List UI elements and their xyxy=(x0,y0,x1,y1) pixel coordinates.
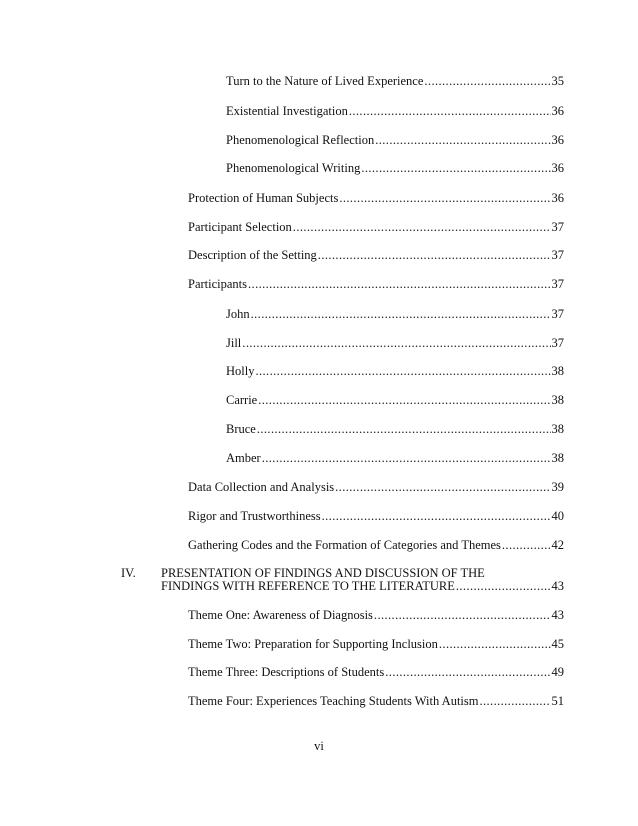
dot-leader xyxy=(242,336,550,351)
chapter-title-line2: FINDINGS WITH REFERENCE TO THE LITERATURE xyxy=(161,579,455,593)
dot-leader xyxy=(335,480,550,495)
toc-entry xyxy=(188,277,564,292)
chapter-title-line1: PRESENTATION OF FINDINGS AND DISCUSSION OF THE xyxy=(161,566,485,580)
toc-entry-page: 38 xyxy=(551,451,564,465)
toc-entry-page: 43 xyxy=(551,608,564,622)
toc-entry-title: John xyxy=(226,307,250,321)
toc-entry-page: 37 xyxy=(551,277,564,291)
dot-leader xyxy=(361,161,550,176)
toc-entry xyxy=(226,451,564,466)
toc-entry-page: 38 xyxy=(551,364,564,378)
toc-entry-title: Phenomenological Reflection xyxy=(226,133,375,147)
dot-leader xyxy=(424,74,550,89)
dot-leader xyxy=(318,248,551,263)
toc-entry xyxy=(226,393,564,408)
toc-entry-title: Carrie xyxy=(226,393,258,407)
toc-entry-title: Holly xyxy=(226,364,255,378)
dot-leader xyxy=(257,422,551,437)
toc-entry-page: 37 xyxy=(551,336,564,350)
toc-entry xyxy=(188,694,564,709)
dot-leader xyxy=(339,191,550,206)
toc-entry-page: 39 xyxy=(551,480,564,494)
toc-entry-page: 42 xyxy=(551,538,564,552)
toc-entry xyxy=(226,336,564,351)
toc-entry-title: Description of the Setting xyxy=(188,248,317,262)
toc-entry-page: 38 xyxy=(551,393,564,407)
dot-leader xyxy=(479,694,550,709)
toc-entry-title: Existential Investigation xyxy=(226,104,348,118)
dot-leader xyxy=(251,307,551,322)
dot-leader xyxy=(248,277,550,292)
toc-entry-page: 36 xyxy=(551,161,564,175)
toc-entry-title: Bruce xyxy=(226,422,256,436)
toc-entry xyxy=(188,665,564,680)
toc-entry-title: Theme Two: Preparation for Supporting Inclusion xyxy=(188,637,438,651)
toc-entry xyxy=(188,538,564,553)
toc-entry-title: Data Collection and Analysis xyxy=(188,480,335,494)
toc-entry-page: 37 xyxy=(551,307,564,321)
toc-entry-title: Participants xyxy=(188,277,248,291)
toc-entry xyxy=(226,307,564,322)
chapter-number: IV. xyxy=(121,566,136,580)
toc-entry-page: 36 xyxy=(551,191,564,205)
toc-entry-title: Theme Three: Descriptions of Students xyxy=(188,665,385,679)
toc-entry xyxy=(188,608,564,623)
toc-entry xyxy=(226,364,564,379)
toc-entry-title: Turn to the Nature of Lived Experience xyxy=(226,74,424,88)
toc-entry-title: Rigor and Trustworthiness xyxy=(188,509,321,523)
dot-leader xyxy=(322,509,551,524)
dot-leader xyxy=(502,538,551,553)
toc-entry-page: 45 xyxy=(551,637,564,651)
dot-leader xyxy=(374,608,551,623)
toc-entry-title: Phenomenological Writing xyxy=(226,161,361,175)
page-number: vi xyxy=(314,739,324,753)
toc-chapter-entry xyxy=(161,579,564,594)
toc-entry xyxy=(188,637,564,652)
toc-entry-page: 51 xyxy=(551,694,564,708)
toc-entry-title: Gathering Codes and the Formation of Categories and Themes xyxy=(188,538,501,552)
toc-entry-page: 43 xyxy=(551,579,564,593)
toc-entry-page: 49 xyxy=(551,665,564,679)
toc-entry-page: 36 xyxy=(551,133,564,147)
dot-leader xyxy=(385,665,550,680)
toc-entry-page: 37 xyxy=(551,248,564,262)
dot-leader xyxy=(255,364,550,379)
toc-entry xyxy=(188,509,564,524)
toc-entry-title: Theme One: Awareness of Diagnosis xyxy=(188,608,373,622)
dot-leader xyxy=(439,637,551,652)
toc-entry-page: 36 xyxy=(551,104,564,118)
dot-leader xyxy=(262,451,551,466)
toc-entry-title: Jill xyxy=(226,336,242,350)
dot-leader xyxy=(258,393,550,408)
toc-entry xyxy=(226,422,564,437)
toc-entry xyxy=(188,191,564,206)
toc-entry xyxy=(188,248,564,263)
toc-entry-title: Theme Four: Experiences Teaching Students With Autism xyxy=(188,694,479,708)
toc-entry-title: Protection of Human Subjects xyxy=(188,191,339,205)
toc-entry xyxy=(188,220,564,235)
toc-entry-title: Participant Selection xyxy=(188,220,292,234)
toc-entry-page: 40 xyxy=(551,509,564,523)
toc-entry xyxy=(226,161,564,176)
toc-entry-page: 35 xyxy=(551,74,564,88)
toc-entry xyxy=(226,133,564,148)
dot-leader xyxy=(293,220,551,235)
toc-entry-page: 38 xyxy=(551,422,564,436)
toc-entry xyxy=(226,74,564,89)
toc-entry xyxy=(188,480,564,495)
dot-leader xyxy=(456,579,551,594)
dot-leader xyxy=(375,133,550,148)
toc-entry-page: 37 xyxy=(551,220,564,234)
toc-entry-title: Amber xyxy=(226,451,261,465)
toc-entry xyxy=(226,104,564,119)
dot-leader xyxy=(349,104,551,119)
